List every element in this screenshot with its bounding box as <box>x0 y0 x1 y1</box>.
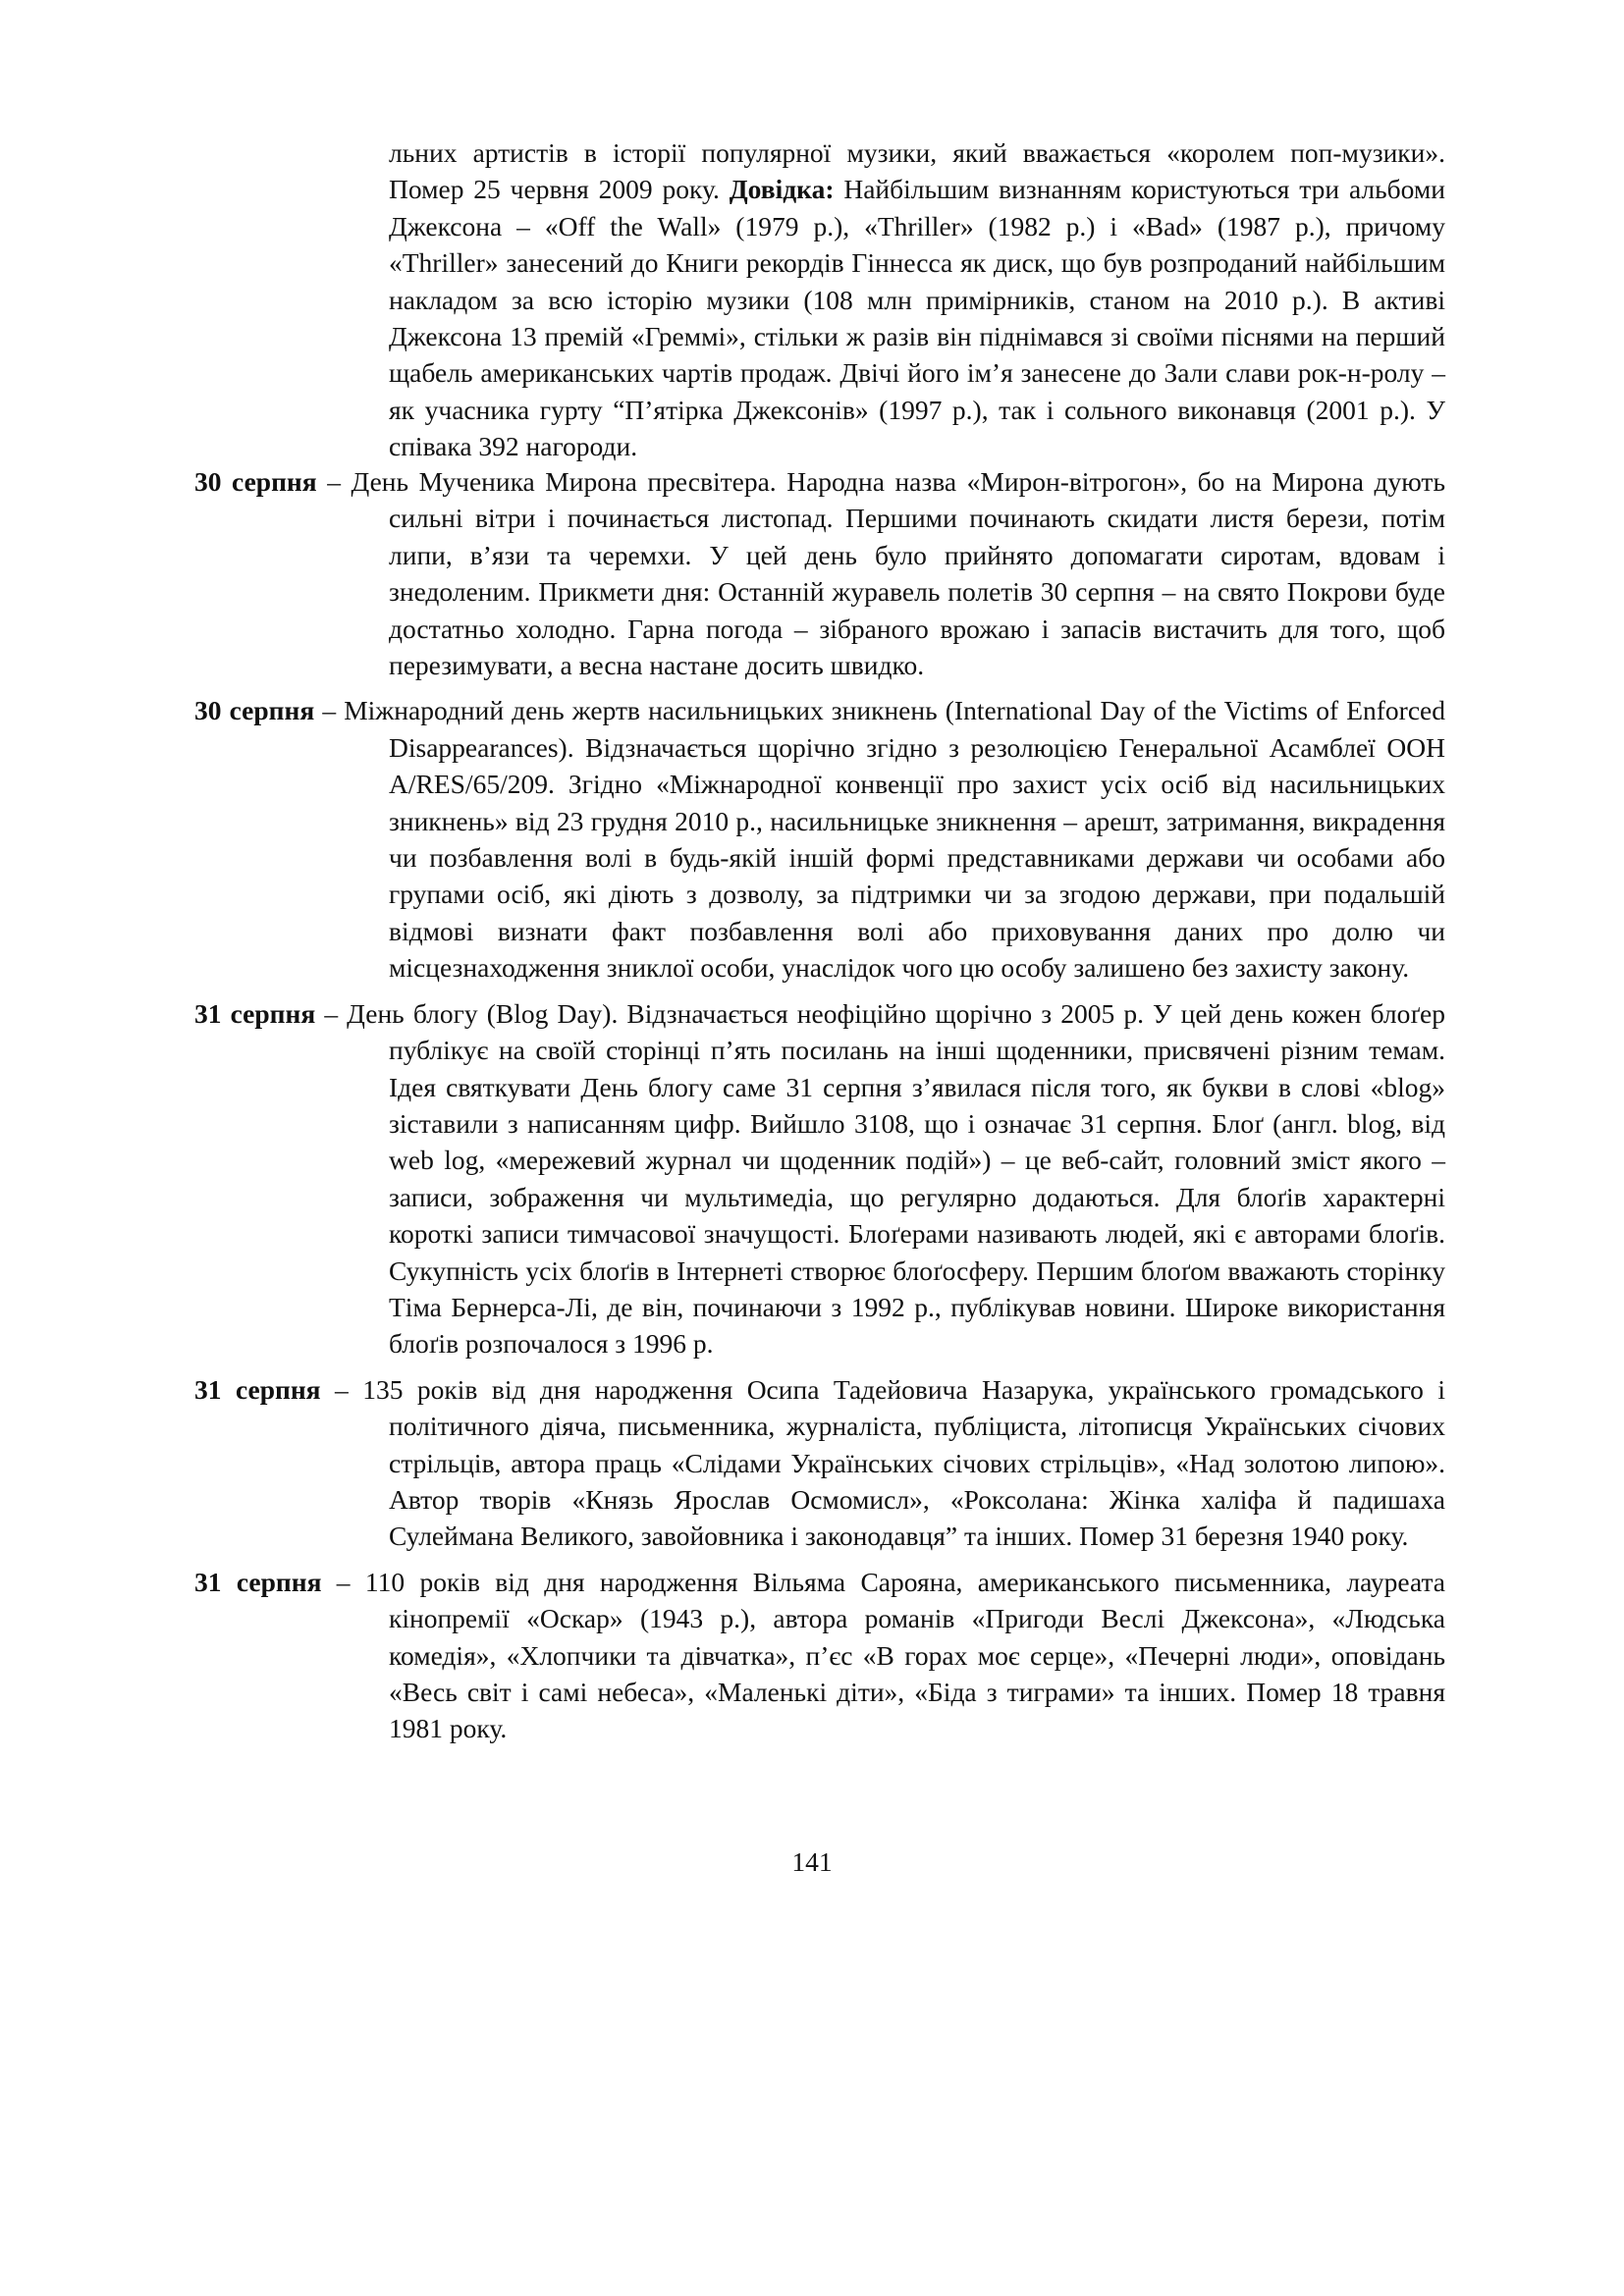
entry-text: – 110 років від дня народження Вільяма Сарояна, американського письменника, лауреата кінопремії «Оскар» (1943 р.), автора романів «Пригоди Веслі Джексона», «Людська комедія», «Хлопчики та дівчатка», п’єс «В горах моє серце», «Печерні люди», оповідань «Весь світ і самі небеса», «Маленькі діти», «Біда з тиграми» та інших. Помер 18 травня 1981 року. <box>321 1566 1445 1744</box>
entry-date: 31 серпня <box>194 1566 322 1597</box>
entry <box>194 463 1445 683</box>
continuation-text-rest: Найбільшим визнанням користуються три альбоми Джексона – «Off the Wall» (1979 р.), «Thriller» (1982 р.) і «Bad» (1987 р.), причому «Thriller» занесений до Книги рекордів Гіннесса як диск, що був розпроданий найбільшим накладом за всю історію музики (108 млн примірників, станом на 2010 р.). В активі Джексона 13 премій «Греммі», стільки ж разів він піднімався зі своїми піснями на перший щабель американських чартів продаж. Двічі його ім’я занесене до Зали слави рок-н-ролу – як учасника гурту “П’ятірка Джексонів» (1997 р.), так і сольного виконавця (2001 р.). У співака 392 нагороди. <box>389 174 1446 462</box>
entry-date: 30 серпня <box>194 466 317 497</box>
reference-label: Довідка: <box>729 174 835 205</box>
continuation-text: льних артистів в історії популярної музики, який вважається «королем поп-музики». Помер 25 червня 2009 року. <box>389 137 1445 205</box>
entry-date: 30 серпня <box>194 695 315 726</box>
entry <box>194 1371 1445 1555</box>
page-number: 141 <box>791 1846 833 1877</box>
entry-text: – 135 років від дня народження Осипа Тадейовича Назарука, українського громадського і політичного діяча, письменника, журналіста, публіциста, літописця Українських січових стрільців, автора праць «Слідами Українських січових стрільців», «Над золотою липою». Автор творів «Князь Ярослав Осмомисл», «Роксолана: Жінка халіфа й падишаха Сулеймана Великого, завойовника і законодавця” та інших. Помер 31 березня 1940 року. <box>320 1373 1446 1552</box>
entry-text: – День блогу (Blog Day). Відзначається неофіційно щорічно з 2005 р. У цей день кожен блоґер публікує на своїй сторінці п’ять посилань на інші щоденники, присвячені різним темам. Ідея святкувати День блогу саме 31 серпня з’явилася після того, як букви в слові «blog» зіставили з написанням цифр. Вийшло 3108, що і означає 31 серпня. Блоґ (англ. blog, від web log, «мережевий журнал чи щоденник подій») – це веб-сайт, головний зміст якого – записи, зображення чи мультимедіа, що регулярно додаються. Для блоґів характерні короткі записи тимчасової значущості. Блоґерами називають людей, які є авторами блоґів. Сукупність усіх блоґів в Інтернеті створює блоґосферу. Першим блоґом вважають сторінку Тіма Бернерса-Лі, де він, починаючи з 1992 р., публікував новини. Широке використання блоґів розпочалося з 1996 р. <box>315 997 1445 1360</box>
entry-date: 31 серпня <box>194 1373 321 1405</box>
continuation-paragraph <box>389 134 1445 465</box>
entry-text: – Міжнародний день жертв насильницьких зникнень (International Day of the Victims of Enforced Disappearances). Відзначається щорічно згідно з резолюцією Генеральної Асамблеї ООН A/RES/65/209. Згідно «Міжнародної конвенції про захист усіх осіб від насильницьких зникнень» від 23 грудня 2010 р., насильницьке зникнення – арешт, затримання, викрадення чи позбавлення волі в будь-якій іншій формі представниками держави чи особами або групами осіб, які діють з дозволу, за підтримки чи за згодою держави, при подальшій відмові визнати факт позбавлення волі або приховування даних про долю чи місцезнаходження зниклої особи, унаслідок чого цю особу залишено без захисту закону. <box>314 695 1445 984</box>
entry-date: 31 серпня <box>194 997 316 1029</box>
entry <box>194 995 1445 1362</box>
entries-list <box>194 463 1445 1756</box>
entry-text: – День Мученика Мирона пресвітера. Народна назва «Мирон-вітрогон», бо на Мирона дують сильні вітри і починається листопад. Першими починають скидати листя берези, потім липи, в’язи та черемхи. У цей день було прийнято допомагати сиротам, вдовам і знедоленим. Прикмети дня: Останній журавель полетів 30 серпня – на свято Покрови буде достатньо холодно. Гарна погода – зібраного врожаю і запасів вистачить для того, щоб перезимувати, а весна настане досить швидко. <box>316 466 1445 681</box>
entry <box>194 692 1445 986</box>
entry <box>194 1564 1445 1747</box>
